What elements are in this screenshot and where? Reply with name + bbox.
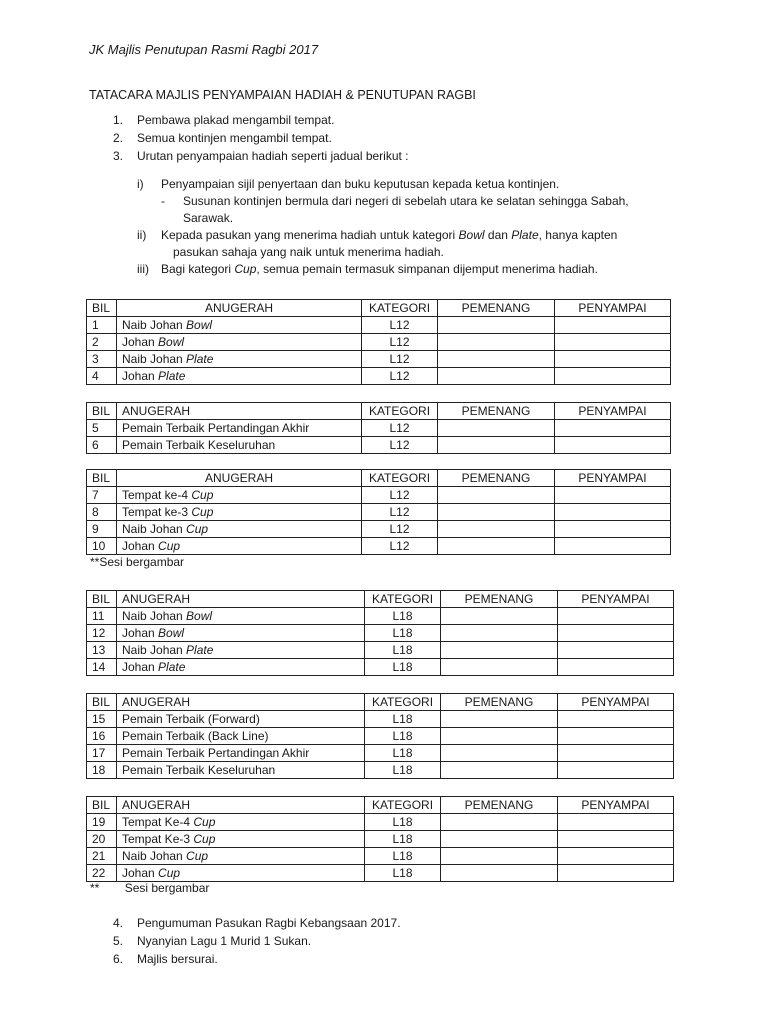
award-table-6	[86, 796, 674, 882]
steps-list-top	[113, 111, 409, 165]
table-row: 9 Naib Johan Cup L12	[87, 521, 671, 538]
award-table-5	[86, 693, 674, 779]
table-header-row: BIL ANUGERAH KATEGORI PEMENANG PENYAMPAI	[87, 797, 674, 814]
award-table-2	[86, 402, 671, 454]
table-row: 21 Naib Johan Cup L18	[87, 848, 674, 865]
list-item: 2. Semua kontinjen mengambil tempat.	[113, 131, 332, 145]
sub-item-iii: iii) Bagi kategori Cup, semua pemain termasuk simpanan dijemput menerima hadiah.	[137, 262, 598, 276]
award-table-4	[86, 590, 674, 676]
list-item: 5. Nyanyian Lagu 1 Murid 1 Sukan.	[113, 934, 312, 948]
table-row: 8 Tempat ke-3 Cup L12	[87, 504, 671, 521]
table-row: 10 Johan Cup L12	[87, 538, 671, 555]
table-row: 2 Johan Bowl L12	[87, 334, 671, 351]
table-row: 6 Pemain Terbaik Keseluruhan L12	[87, 437, 671, 454]
page-header: JK Majlis Penutupan Rasmi Ragbi 2017	[89, 42, 319, 57]
table-row: 4 Johan Plate L12	[87, 368, 671, 385]
table-row: 17 Pemain Terbaik Pertandingan Akhir L18	[87, 745, 674, 762]
table-row: 13 Naib Johan Plate L18	[87, 642, 674, 659]
photo-session-note: **Sesi bergambar	[90, 555, 185, 569]
table-header-row: BIL ANUGERAH KATEGORI PEMENANG PENYAMPAI	[87, 470, 671, 487]
steps-list-bottom	[113, 914, 401, 968]
table-header-row: BIL ANUGERAH KATEGORI PEMENANG PENYAMPAI	[87, 300, 671, 317]
photo-session-note-2: ** Sesi bergambar	[90, 881, 210, 895]
award-table-3	[86, 469, 671, 555]
document-title: TATACARA MAJLIS PENYAMPAIAN HADIAH & PENUTUPAN RAGBI	[89, 88, 476, 102]
table-row: 19 Tempat Ke-4 Cup L18	[87, 814, 674, 831]
table-header-row: BIL ANUGERAH KATEGORI PEMENANG PENYAMPAI	[87, 591, 674, 608]
sub-item-i: i) Penyampaian sijil penyertaan dan buku keputusan kepada ketua kontinjen.	[137, 177, 560, 191]
list-item: 4. Pengumuman Pasukan Ragbi Kebangsaan 2017.	[113, 916, 401, 930]
table-row: 5 Pemain Terbaik Pertandingan Akhir L12	[87, 420, 671, 437]
table-row: 7 Tempat ke-4 Cup L12	[87, 487, 671, 504]
sub-item-dash: - Susunan kontinjen bermula dari negeri di sebelah utara ke selatan sehingga Sabah, Sarawak.	[161, 194, 629, 225]
table-row: 18 Pemain Terbaik Keseluruhan L18	[87, 762, 674, 779]
award-table-1	[86, 299, 671, 385]
table-row: 11 Naib Johan Bowl L18	[87, 608, 674, 625]
table-row: 20 Tempat Ke-3 Cup L18	[87, 831, 674, 848]
table-row: 1 Naib Johan Bowl L12	[87, 317, 671, 334]
list-item: 1. Pembawa plakad mengambil tempat.	[113, 113, 335, 127]
table-row: 22 Johan Cup L18	[87, 865, 674, 882]
table-row: 12 Johan Bowl L18	[87, 625, 674, 642]
table-row: 16 Pemain Terbaik (Back Line) L18	[87, 728, 674, 745]
table-row: 15 Pemain Terbaik (Forward) L18	[87, 711, 674, 728]
table-header-row: BIL ANUGERAH KATEGORI PEMENANG PENYAMPAI	[87, 403, 671, 420]
list-item: 3. Urutan penyampaian hadiah seperti jadual berikut :	[113, 149, 409, 163]
sub-item-ii: ii) Kepada pasukan yang menerima hadiah untuk kategori Bowl dan Plate, hanya kapten pasukan sahaja yang naik untuk menerima hadiah.	[137, 228, 618, 259]
table-row: 3 Naib Johan Plate L12	[87, 351, 671, 368]
list-item: 6. Majlis bersurai.	[113, 952, 218, 966]
table-header-row: BIL ANUGERAH KATEGORI PEMENANG PENYAMPAI	[87, 694, 674, 711]
sub-items	[137, 176, 629, 278]
table-row: 14 Johan Plate L18	[87, 659, 674, 676]
